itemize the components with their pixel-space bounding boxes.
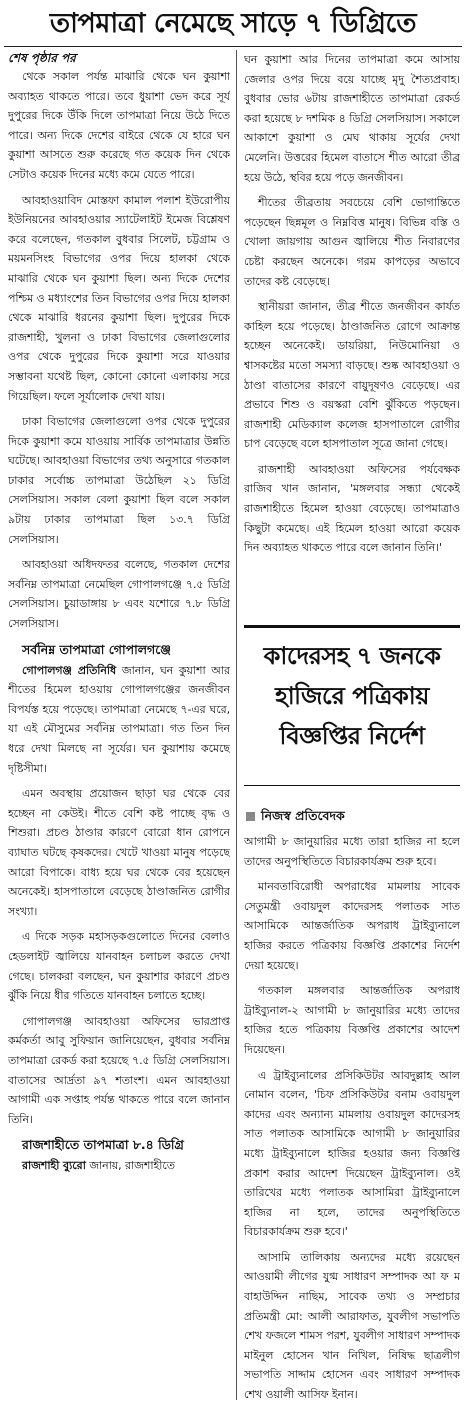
story2-headline-box — [244, 625, 460, 786]
story2-body — [244, 832, 460, 1406]
continued-note: শেষ পৃষ্ঠার পর — [8, 51, 76, 65]
story2-paragraph-2: মানবতাবিরোধী অপরাধের মামলায় সাবেক সেতুমন্ত্রী ওবায়দুল কাদেরসহ পলাতক সাত আসামিকে আন্তর্জাতিক অপরাধ ট্রাইব্যুনালে হাজির করতে পত্রিকায় বিজ্ঞপ্তি প্রকাশের নির্দেশ দেয়া হয়েছে। — [244, 880, 460, 972]
gopalganj-paragraph-2: এমন অবস্থায় প্রয়োজন ছাড়া ঘর থেকে বের হচ্ছেন না কেউই। শীতে বেশি কষ্ট পাচ্ছে বৃদ্ধ ও শিশুরা। প্রচণ্ড ঠাণ্ডার কারণে বোরো ধান রোপনে ব্যাঘাত ঘটছে কৃষকদের। খেটে খাওয়া মানুষ পড়েছে আরো বিপাকে। বাধ্য হয়ে ঘর থেকে বের হয়েছেন অনেকেই। হাসপাতালে বেড়েছে ঠাণ্ডাজনিত রোগীর সংখ্যা। — [8, 787, 230, 918]
left-column — [8, 50, 230, 1406]
subhead-rajshahi: রাজশাহীতে তাপমাত্রা ৮.৪ ডিগ্রি — [22, 1137, 184, 1153]
story2-headline-line-2: হাজিরে পত্রিকায় — [275, 682, 429, 710]
story2-byline — [246, 806, 345, 826]
subhead-gopalganj: সর্বনিম্ন তাপমাত্রা গোপালগঞ্জে — [22, 641, 171, 657]
bullet-square-icon — [246, 812, 255, 821]
gopalganj-paragraph-1-text: জানান, ঘন কুয়াশা আর শীতের হিমেল হাওয়ায় গোপালগঞ্জের জনজীবন বিপর্যস্ত হয়ে পড়েছে। তাপমাত্রা নেমেছে ৭-এর ঘরে, যা এই মৌসুমের সর্বনিম্ন তাপমাত্রা। গত তিন দিন ধরে দেখা মিলছে না সূর্যের। ঘন কুয়াশায় কমেছে দৃষ্টিসীমা। — [8, 663, 230, 775]
left-paragraph-1: থেকে সকাল পর্যন্ত মাঝারি থেকে ঘন কুয়াশা অব্যাহত থাকতে পারে। তবে ধুয়াশা ভেদ করে সূর্য দুপুরের দিকে উঁকি দিলে তাপমাত্রা নিয়ে উঠে দিতে পারে। অন্য দিকে দেশের বাইরে থেকে যে হারে ঘন কুয়াশা আসতে শুরু করেছে গত কয়েক দিন থেকে সেটাও কয়েক দিনের মধ্যে কমে যেতে পারে। — [8, 70, 230, 181]
gopalganj-paragraph-3: এ দিকে সড়ক মহাসড়কগুলোতে দিনের বেলাও হেডলাইট জ্বালিয়ে যানবাহন চলাচল করতে দেখা গেছে। চালকরা বলছেন, ঘন কুয়াশার কারণে প্রচণ্ড ঝুঁকি নিয়ে ধীর গতিতে যানবাহন চলাতে হচ্ছে। — [8, 930, 230, 1003]
story2-paragraph-1: আগামী ৮ জানুয়ারির মধ্যে তারা হাজির না হলে তাদের অনুপস্থিতিতে বিচারকার্যক্রম শুরু হবে। — [244, 835, 460, 868]
gopalganj-dateline: গোপালগঞ্জ প্রতিনিধি — [22, 663, 117, 677]
rajshahi-paragraph-1-text: জানায়, রাজশাহীতে — [85, 1159, 175, 1173]
rajshahi-paragraph-1 — [8, 1156, 230, 1176]
gopalganj-paragraph-1 — [8, 661, 230, 779]
gopalganj-paragraph-4: গোপালগঞ্জ আবহাওয়া অফিসের ভারপ্রাপ্ত কর্মকর্তা আবু সুফিয়ান জানিয়েছেন, বুধবার সর্বনিম্ন তাপমাত্রা রেকর্ড করা হয়েছে ৭.৫ ডিগ্রি সেলসিয়াস। বাতাসের আর্দ্রতা ৯৭ শতাংশ। এমন আবহাওয়া আগামী এক সপ্তাহ পর্যন্ত থাকতে পারে বলে জানান তিনি। — [8, 1014, 230, 1126]
right-paragraph-3: স্থানীয়রা জানান, তীব্র শীতে জনজীবন কার্যত কাহিল হয়ে পড়েছে। ঠাণ্ডাজনিত রোগে আক্রান্ত হচ্ছেন অনেকেই। ডায়রিয়া, নিউমোনিয়া ও শ্বাসকষ্টের মতো সমস্যা বাড়ছে। শুষ্ক আবহাওয়া ও ঠাণ্ডা বাতাসের কারণে বায়ুদূষণও বেড়েছে। এর প্রভাবে শিশু ও বয়স্করা বেশি ঝুঁকিতে পড়ছেন। রাজশাহী মেডিক্যাল কলেজ হাসপাতালে রোগীর চাপ বেড়েছে বলে হাসপাতাল সূত্রে জানা গেছে। — [244, 300, 460, 451]
left-paragraph-3: ঢাকা বিভাগের জেলাগুলো ওপর থেকে দুপুরের দিকে কুয়াশা কমে যাওয়ায় সার্বিক তাপমাত্রার উন্নতি ঘটেছে। আবহাওয়া বিভাগের তথ্য অনুসারে গতকাল ঢাকার সর্বোচ্চ তাপমাত্রা উঠেছিল ২১ ডিগ্রি সেলসিয়াস। সকাল বেলা কুয়াশা ছিল বলে সকাল ৯টায় ঢাকার তাপমাত্রা ছিল ১৩.৭ ডিগ্রি সেলসিয়াস। — [8, 415, 230, 546]
column-divider — [236, 50, 237, 1400]
story2-headline-line-3: বিজ্ঞপ্তির নির্দেশ — [279, 722, 425, 750]
right-paragraph-1: ঘন কুয়াশা আর দিনের তাপমাত্রা কমে আসায় জেলার ওপর দিয়ে বয়ে যাচ্ছে মৃদু শৈত্যপ্রবাহ। বুধবার ভোর ৬টায় রাজশাহীতে তাপমাত্রা রেকর্ড করা হয়েছে ৮ দশমিক ৪ ডিগ্রি সেলসিয়াস। সকালে আকাশে কুয়াশা ও মেঘ থাকায় সূর্যের দেখা মেলেনি। উত্তরের হিমেল বাতাসে শীত আরো তীব্র হয়ে উঠে, স্থবির হয়ে পড়ে জনজীবন। — [244, 53, 460, 184]
left-paragraph-4: আবহাওয়া অধিদফতর বলেছে, গতকাল দেশের সর্বনিম্ন তাপমাত্রা নেমেছিল গোপালগঞ্জে ৭.৫ ডিগ্রি সেলসিয়াস। চুয়াডাঙ্গায় ৮ এবং যশোরে ৭.৮ ডিগ্রি সেলসিয়াস। — [8, 558, 230, 631]
headline: তাপমাত্রা নেমেছে সাড়ে ৭ ডিগ্রিতে — [4, 2, 462, 47]
story2-headline-line-1: কাদেরসহ ৭ জনকে — [263, 642, 441, 670]
rajshahi-dateline: রাজশাহী ব্যুরো — [22, 1159, 86, 1173]
right-paragraph-2: শীতের তীব্রতায় সবচেয়ে বেশি ভোগান্তিতে পড়েছেন ছিন্নমূল ও নিম্নবিত্ত মানুষ। বিভিন্ন বস্তি ও খোলা জায়গায় আগুন জ্বালিয়ে শীত নিবারণের চেষ্টা করছেন অনেকে। গরম কাপড়ের অভাবে তাদের কষ্ট বেড়েছে। — [244, 196, 460, 288]
story2-paragraph-3: গতকাল মঙ্গলবার আন্তর্জাতিক অপরাধ ট্রাইব্যুনাল-২ আগামী ৮ জানুয়ারির মধ্যে তাদের হাজির হতে পত্রিকায় বিজ্ঞপ্তি প্রকাশের আদেশ দিয়েছেন। — [244, 984, 460, 1056]
right-paragraph-4: রাজশাহী আবহাওয়া অফিসের পর্যবেক্ষক রাজিব খান জানান, 'মঙ্গলবার সন্ধ্যা থেকেই রাজশাহীতে হিমেল হাওয়া বেড়েছে। তাপমাত্রাও কিছুটা কমেছে। এই হিমেল হাওয়া আরো কয়েক দিন অব্যাহত থাকতে পারে বলে জানান তিনি।' — [244, 462, 460, 555]
left-paragraph-2: আবহাওয়াবিদ মোস্তফা কামাল পলাশ ইউরোপীয় ইউনিয়নের আবহাওয়ার স্যাটেলাইট ইমেজ বিশ্লেষণ করে বলেছেন, গতকাল বুধবার সিলেট, চট্টগ্রাম ও ময়মনসিংহ বিভাগের ওপর দিয়ে হালকা থেকে মাঝারি থেকে ঘন কুয়াশা ছিল। অন্য দিকে দেশের পশ্চিম ও মধ্যাংশের তিন বিভাগের ওপর দিয়ে হালকা থেকে মাঝারি ধরনের কুয়াশা ছিল। দুপুরের দিকে রাজশাহী, খুলনা ও ঢাকা বিভাগের জেলাগুলোর ওপর থেকে দুপুরের দিকে কুয়াশা সরে যাওয়ার সম্ভাবনা যথেষ্ট ছিল, কোনো কোনো এলাকায় সরে গিয়েছিল। ফলে সূর্যালোক দেখা যায়। — [8, 193, 230, 403]
story2-byline-text: নিজস্ব প্রতিবেদক — [261, 808, 345, 823]
story2-paragraph-5: আসামি তালিকায় অন্যদের মধ্যে রয়েছেন আওয়ামী লীগের যুগ্ম সাধারণ সম্পাদক আ ফ ম বাহাউদ্দিন নাছিম, সাবেক তথ্য ও সম্প্রচার প্রতিমন্ত্রী মো: আলী আরাফাত, যুবলীগ সভাপতি শেখ ফজলে শামস পরশ, যুবলীগ সাধারণ সম্পাদক মাইনুল হোসেন খান নিখিল, নিষিদ্ধ ছাত্রলীগ সভাপতি সাদ্দাম হোসেন এবং সাধারণ সম্পাদক শেখ ওয়ালী আসিফ ইনান। — [244, 1250, 460, 1402]
right-column — [244, 50, 460, 618]
story2-paragraph-4: এ ট্রাইব্যুনালের প্রসিকিউটর আবদুল্লাহ আল নোমান বলেন, 'চিফ প্রসিকিউটর বনাম ওবায়দুল কাদের এবং অন্যান্য মামলায় ওবায়দুল কাদেরসহ সাত পলাতক আসামিকে আগামী ৮ জানুয়ারির মধ্যে ট্রাইব্যুনালে হাজির হওয়ার জন্য বিজ্ঞপ্তি প্রকাশ করার আদেশ দিয়েছেন ট্রাইব্যুনাল। ওই তারিখের মধ্যে পলাতক আসামিরা ট্রাইব্যুনালে হাজির না হলে, তাদের অনুপস্থিতিতে বিচারকার্যক্রম শুরু হবে।' — [244, 1068, 460, 1239]
